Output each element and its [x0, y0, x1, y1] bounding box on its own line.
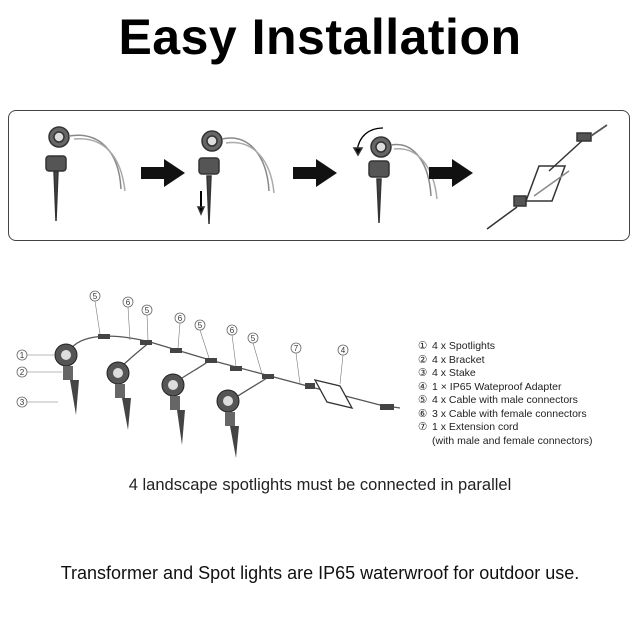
page-title: Easy Installation	[118, 9, 522, 65]
legend-item-female-cable: ⑥ 3 x Cable with female connectors	[418, 407, 587, 420]
callout-5	[195, 320, 205, 330]
spotlight-insert-icon	[198, 131, 274, 224]
arrow-right-icon	[429, 159, 473, 187]
callout-7	[291, 343, 301, 353]
legend-item-male-cable: ⑤ 4 x Cable with male connectors	[418, 394, 578, 406]
arrow-right-icon	[141, 159, 185, 187]
callout-2	[17, 367, 27, 377]
spotlight-1	[55, 344, 79, 415]
callout-3	[17, 397, 27, 407]
svg-text:5: 5	[144, 306, 150, 315]
callout-5	[142, 305, 152, 315]
svg-text:6: 6	[229, 326, 235, 335]
legend-item-extension-cord: ⑦ 1 x Extension cord	[418, 421, 519, 433]
legend-item-bracket: ② 4 x Bracket	[418, 353, 485, 366]
callout-6	[123, 297, 133, 307]
arrow-right-icon	[293, 159, 337, 187]
parallel-caption: 4 landscape spotlights must be connected in parallel	[128, 476, 512, 494]
adapter-connection-icon	[487, 125, 607, 229]
svg-text:5: 5	[197, 321, 203, 330]
installation-steps-illustration	[9, 111, 631, 242]
spotlight-2	[107, 362, 131, 430]
svg-text:7: 7	[293, 344, 299, 353]
svg-text:5: 5	[250, 334, 256, 343]
callout-6	[175, 313, 185, 323]
legend-item-stake: ③ 4 x Stake	[418, 367, 476, 379]
installation-steps-panel	[8, 110, 630, 241]
callout-5	[248, 333, 258, 343]
spotlight-4	[217, 390, 239, 458]
spotlight-icon	[46, 127, 125, 221]
legend-item-adapter: ④ 1 × IP65 Wateproof Adapter	[418, 380, 562, 393]
legend-item-spotlights: ① 4 x Spotlights	[418, 340, 496, 352]
spotlight-rotate-icon	[354, 128, 437, 223]
spotlight-3	[162, 374, 185, 445]
callout-1	[17, 350, 27, 360]
svg-text:6: 6	[125, 298, 131, 307]
svg-text:6: 6	[177, 314, 183, 323]
parts-legend	[418, 340, 633, 448]
callout-4	[338, 345, 348, 355]
legend-item-extension-note: (with male and female connectors)	[432, 434, 593, 447]
svg-text:2: 2	[19, 368, 25, 377]
waterproof-caption: Transformer and Spot lights are IP65 waterwroof for outdoor use.	[60, 563, 580, 583]
callout-6	[227, 325, 237, 335]
svg-text:5: 5	[92, 292, 98, 301]
svg-text:4: 4	[340, 346, 346, 355]
connectors	[98, 334, 394, 410]
svg-text:1: 1	[19, 351, 25, 360]
callout-5	[90, 291, 100, 301]
svg-text:3: 3	[19, 398, 25, 407]
waterproof-adapter	[305, 380, 352, 408]
